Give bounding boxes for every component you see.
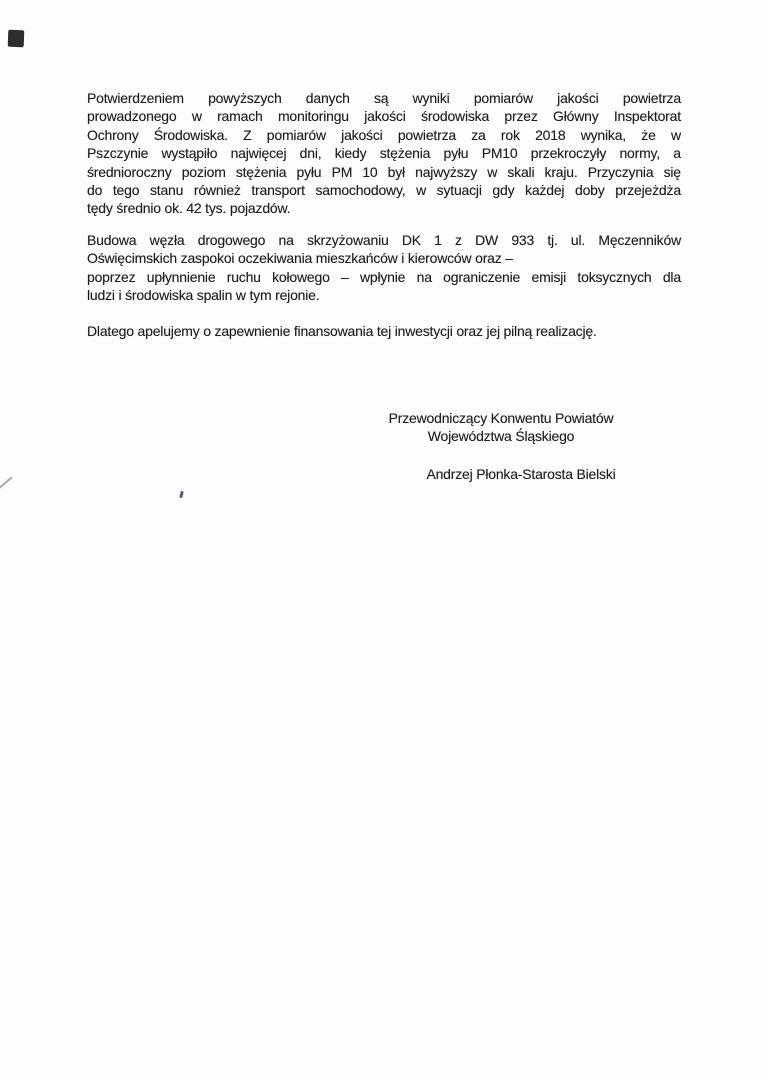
paragraph-air-quality-measurements xyxy=(87,89,681,218)
text-line: prowadzonego w ramach monitoringu jakości środowiska przez Główny Inspektorat xyxy=(87,108,681,125)
text-line: średnioroczny poziom stężenia pyłu PM 10 był najwyższy w skali kraju. Przyczynia się xyxy=(87,163,681,180)
text-line: Oświęcimskich zaspokoi oczekiwania mieszkańców i kierowców oraz – xyxy=(87,250,513,267)
text-line: poprzez upłynnienie ruchu kołowego – wpłynie na ograniczenie emisji toksycznych dla xyxy=(87,268,681,285)
paragraph-road-junction xyxy=(87,231,681,305)
text-line: Potwierdzeniem powyższych danych są wyniki pomiarów jakości powietrza xyxy=(87,90,681,106)
text-line: Budowa węzła drogowego na skrzyżowaniu DK 1 z DW 933 tj. ul. Męczenników xyxy=(87,232,681,248)
text-line: do tego stanu również transport samochodowy, w sytuacji gdy każdej doby przejeżdża xyxy=(87,181,681,198)
text-line: Dlatego apelujemy o zapewnienie finansowania tej inwestycji oraz jej pilną realizację. xyxy=(87,323,597,339)
signatory-title-line2: Województwa Śląskiego xyxy=(427,428,575,445)
scan-artifact-ink-speck xyxy=(179,491,184,499)
text-line: tędy średnio ok. 42 tys. pojazdów. xyxy=(87,200,291,217)
signatory-name: Andrzej Płonka-Starosta Bielski xyxy=(426,466,616,482)
scan-artifact-dark-mark xyxy=(8,30,25,48)
signatory-title-line1: Przewodniczący Konwentu Powiatów xyxy=(388,410,614,426)
paragraph-appeal xyxy=(87,322,681,340)
text-line: Pszczynie wystąpiło najwięcej dni, kiedy stężenia pyłu PM10 przekroczyły normy, a xyxy=(87,145,681,162)
scan-artifact-slash-mark xyxy=(0,476,12,489)
text-line: Ochrony Środowiska. Z pomiarów jakości powietrza za rok 2018 wynika, że w xyxy=(87,126,681,143)
signature-block-title xyxy=(351,409,651,446)
text-line: ludzi i środowiska spalin w tym rejonie. xyxy=(87,287,320,304)
